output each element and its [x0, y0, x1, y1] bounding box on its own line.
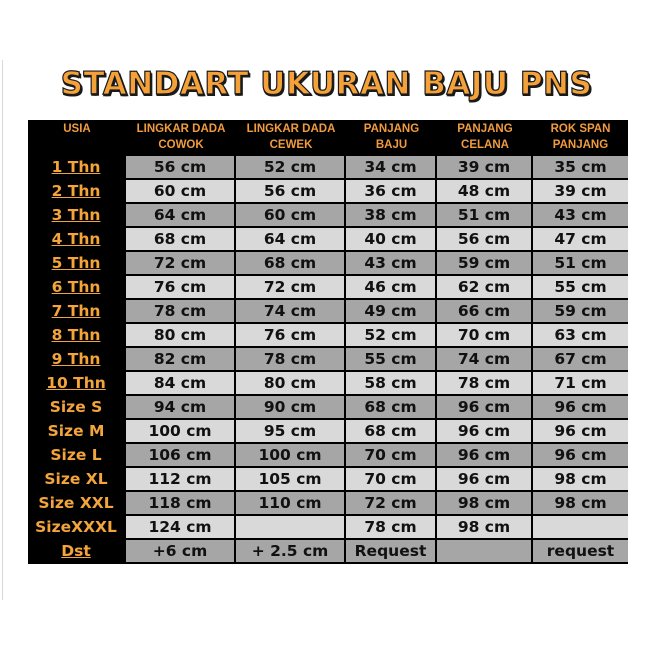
table-cell: 112 cm [126, 468, 236, 492]
table-cell: 52 cm [236, 156, 346, 180]
table-row [28, 444, 628, 468]
table-cell: 98 cm [437, 492, 533, 516]
table-cell: 78 cm [346, 516, 437, 540]
table-row [28, 516, 628, 540]
row-label: Size L [28, 444, 126, 468]
table-cell: 47 cm [533, 228, 628, 252]
table-cell: 100 cm [236, 444, 346, 468]
table-cell: 82 cm [126, 348, 236, 372]
table-cell: 40 cm [346, 228, 437, 252]
header-lingkar-dada-cowok: LINGKAR DADA COWOK [126, 120, 236, 156]
row-label: Size XL [28, 468, 126, 492]
table-cell: 106 cm [126, 444, 236, 468]
table-row [28, 468, 628, 492]
table-cell: 39 cm [533, 180, 628, 204]
row-label: Dst [28, 540, 126, 564]
size-table [28, 120, 628, 564]
table-cell: 100 cm [126, 420, 236, 444]
header-usia: USIA [28, 120, 126, 156]
row-label: 3 Thn [28, 204, 126, 228]
table-cell: 78 cm [437, 372, 533, 396]
table-cell: 74 cm [236, 300, 346, 324]
table-cell: 72 cm [126, 252, 236, 276]
table-cell: 70 cm [346, 468, 437, 492]
table-cell: + 2.5 cm [236, 540, 346, 564]
row-label: Size M [28, 420, 126, 444]
table-cell: 62 cm [437, 276, 533, 300]
table-cell: 80 cm [236, 372, 346, 396]
table-cell: 52 cm [346, 324, 437, 348]
header-rok-span-panjang: ROK SPAN PANJANG [533, 120, 628, 156]
table-cell: 94 cm [126, 396, 236, 420]
table-row [28, 300, 628, 324]
table-cell: 34 cm [346, 156, 437, 180]
row-label: 5 Thn [28, 252, 126, 276]
table-cell: 64 cm [236, 228, 346, 252]
table-cell: 60 cm [236, 204, 346, 228]
table-row [28, 276, 628, 300]
table-cell: 67 cm [533, 348, 628, 372]
table-row [28, 204, 628, 228]
table-cell: 76 cm [126, 276, 236, 300]
table-cell: 56 cm [126, 156, 236, 180]
table-cell: 96 cm [437, 420, 533, 444]
table-cell [437, 540, 533, 564]
table-cell: 110 cm [236, 492, 346, 516]
header-panjang-celana: PANJANG CELANA [437, 120, 533, 156]
row-label: 4 Thn [28, 228, 126, 252]
row-label: Size XXL [28, 492, 126, 516]
header-row [28, 120, 628, 156]
table-cell: 95 cm [236, 420, 346, 444]
table-cell: 98 cm [437, 516, 533, 540]
row-label: 9 Thn [28, 348, 126, 372]
table-cell: 48 cm [437, 180, 533, 204]
table-cell: 55 cm [533, 276, 628, 300]
table-cell: 96 cm [533, 396, 628, 420]
table-cell: 64 cm [126, 204, 236, 228]
row-label: 8 Thn [28, 324, 126, 348]
table-row [28, 228, 628, 252]
table-cell: 84 cm [126, 372, 236, 396]
table-cell: 90 cm [236, 396, 346, 420]
table-cell: request [533, 540, 628, 564]
table-cell: 118 cm [126, 492, 236, 516]
table-cell: 68 cm [236, 252, 346, 276]
table-cell: 96 cm [437, 468, 533, 492]
row-label: 6 Thn [28, 276, 126, 300]
table-row [28, 252, 628, 276]
table-cell: 80 cm [126, 324, 236, 348]
table-cell: 98 cm [533, 492, 628, 516]
row-label: SizeXXXL [28, 516, 126, 540]
table-cell: 96 cm [533, 444, 628, 468]
header-lingkar-dada-cewek: LINGKAR DADA CEWEK [236, 120, 346, 156]
table-row [28, 396, 628, 420]
table-cell: 36 cm [346, 180, 437, 204]
table-cell: 105 cm [236, 468, 346, 492]
row-label: 2 Thn [28, 180, 126, 204]
table-row [28, 324, 628, 348]
header-panjang-baju: PANJANG BAJU [346, 120, 437, 156]
table-cell: 71 cm [533, 372, 628, 396]
table-row [28, 540, 628, 564]
table-cell [236, 516, 346, 540]
table-cell: 51 cm [533, 252, 628, 276]
table-cell: 68 cm [346, 420, 437, 444]
table-cell: 56 cm [236, 180, 346, 204]
table-cell: 43 cm [346, 252, 437, 276]
table-cell: 56 cm [437, 228, 533, 252]
table-row [28, 348, 628, 372]
table-cell: 96 cm [533, 420, 628, 444]
table-cell: 78 cm [126, 300, 236, 324]
table-cell: 51 cm [437, 204, 533, 228]
table-cell: Request [346, 540, 437, 564]
row-label: 1 Thn [28, 156, 126, 180]
table-cell: 39 cm [437, 156, 533, 180]
table-cell: 60 cm [126, 180, 236, 204]
page-title: STANDART UKURAN BAJU PNS [60, 66, 593, 102]
table-cell: 72 cm [236, 276, 346, 300]
table-cell: 96 cm [437, 444, 533, 468]
table-row [28, 372, 628, 396]
table-cell: 35 cm [533, 156, 628, 180]
table-cell: 59 cm [437, 252, 533, 276]
table-cell: 76 cm [236, 324, 346, 348]
table-cell: 68 cm [126, 228, 236, 252]
table-cell: 58 cm [346, 372, 437, 396]
table-cell: 59 cm [533, 300, 628, 324]
row-label: 10 Thn [28, 372, 126, 396]
table-cell: 46 cm [346, 276, 437, 300]
row-label: 7 Thn [28, 300, 126, 324]
table-cell: 96 cm [437, 396, 533, 420]
table-cell: 63 cm [533, 324, 628, 348]
table-row [28, 156, 628, 180]
table-cell: 74 cm [437, 348, 533, 372]
table-cell: 55 cm [346, 348, 437, 372]
table-cell: 78 cm [236, 348, 346, 372]
table-cell: 70 cm [346, 444, 437, 468]
table-cell: 49 cm [346, 300, 437, 324]
table-cell: 72 cm [346, 492, 437, 516]
table-cell [533, 516, 628, 540]
table-cell: 68 cm [346, 396, 437, 420]
table-cell: 43 cm [533, 204, 628, 228]
table-cell: 38 cm [346, 204, 437, 228]
left-edge-line [2, 60, 3, 600]
table-cell: 124 cm [126, 516, 236, 540]
table-cell: +6 cm [126, 540, 236, 564]
row-label: Size S [28, 396, 126, 420]
table-cell: 98 cm [533, 468, 628, 492]
table-row [28, 492, 628, 516]
table-row [28, 420, 628, 444]
table-row [28, 180, 628, 204]
table-cell: 66 cm [437, 300, 533, 324]
table-cell: 70 cm [437, 324, 533, 348]
